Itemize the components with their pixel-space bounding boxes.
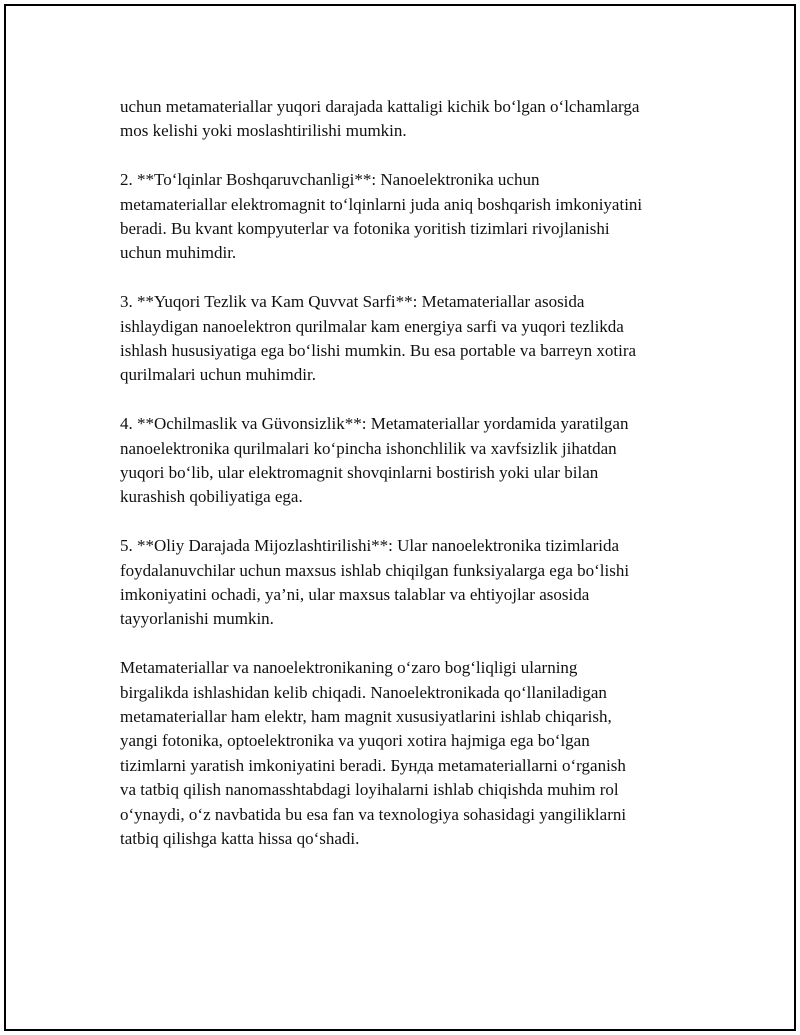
text-line: metamateriallar elektromagnit to‘lqinlarni juda aniq boshqarish imkoniyatini <box>120 194 643 214</box>
text-line: ishlaydigan nanoelektron qurilmalar kam energiya sarfi va yuqori tezlikda <box>120 316 624 336</box>
text-line: uchun metamateriallar yuqori darajada kattaligi kichik bo‘lgan o‘lchamlarga <box>120 97 640 116</box>
text-line: tayyorlanishi mumkin. <box>120 609 274 629</box>
text-line: kurashish qobiliyatiga ega. <box>120 487 303 507</box>
text-line: qurilmalari uchun muhimdir. <box>120 365 316 385</box>
text-line: tizimlarni yaratish imkoniyatini beradi. Бунда metamateriallarni o‘rganish <box>120 755 626 775</box>
document-body <box>120 95 700 876</box>
text-line: va tatbiq qilish nanomasshtabdagi loyihalarni ishlab chiqishda muhim rol <box>120 780 619 800</box>
text-line: foydalanuvchilar uchun maxsus ishlab chiqilgan funksiyalarga ega bo‘lishi <box>120 560 630 580</box>
text-line: birgalikda ishlashidan kelib chiqadi. Nanoelektronikada qo‘llaniladigan <box>120 682 607 702</box>
text-line: Metamateriallar va nanoelektronikaning o‘zaro bog‘liqligi ularning <box>120 658 578 678</box>
text-line: imkoniyatini ochadi, ya’ni, ular maxsus talablar va ehtiyojlar asosida <box>120 585 590 605</box>
text-line: o‘ynaydi, o‘z navbatida bu esa fan va texnologiya sohasidagi yangiliklarni <box>120 804 627 824</box>
text-line: beradi. Bu kvant kompyuterlar va fotonika yoritish tizimlari rivojlanishi <box>120 219 610 239</box>
text-line: ishlash hususiyatiga ega bo‘lishi mumkin. Bu esa portable va barreyn xotira <box>120 341 637 361</box>
text-line: tatbiq qilishga katta hissa qo‘shadi. <box>120 829 360 849</box>
paragraph-item-2 <box>120 168 700 266</box>
paragraph-conclusion <box>120 656 700 851</box>
paragraph-item-5 <box>120 534 700 632</box>
paragraph-item-4 <box>120 412 700 510</box>
text-line: 2. **To‘lqinlar Boshqaruvchanligi**: Nanoelektronika uchun <box>120 170 540 190</box>
text-line: 4. **Ochilmaslik va Güvonsizlik**: Metamateriallar yordamida yaratilgan <box>120 414 629 434</box>
paragraph-item-3 <box>120 290 700 388</box>
text-line: uchun muhimdir. <box>120 243 237 263</box>
text-line: 3. **Yuqori Tezlik va Kam Quvvat Sarfi**: Metamateriallar asosida <box>120 292 585 312</box>
text-line: metamateriallar ham elektr, ham magnit xususiyatlarini ishlab chiqarish, <box>120 707 612 727</box>
text-line: yangi fotonika, optoelektronika va yuqori xotira hajmiga ega bo‘lgan <box>120 731 590 751</box>
paragraph-continuation <box>120 95 700 144</box>
text-line: 5. **Oliy Darajada Mijozlashtirilishi**: Ular nanoelektronika tizimlarida <box>120 536 620 556</box>
text-line: yuqori bo‘lib, ular elektromagnit shovqinlarni bostirish yoki ular bilan <box>120 463 599 483</box>
text-line: mos kelishi yoki moslashtirilishi mumkin. <box>120 121 407 141</box>
page-frame <box>4 4 796 1031</box>
text-line: nanoelektronika qurilmalari ko‘pincha ishonchlilik va xavfsizlik jihatdan <box>120 438 617 458</box>
